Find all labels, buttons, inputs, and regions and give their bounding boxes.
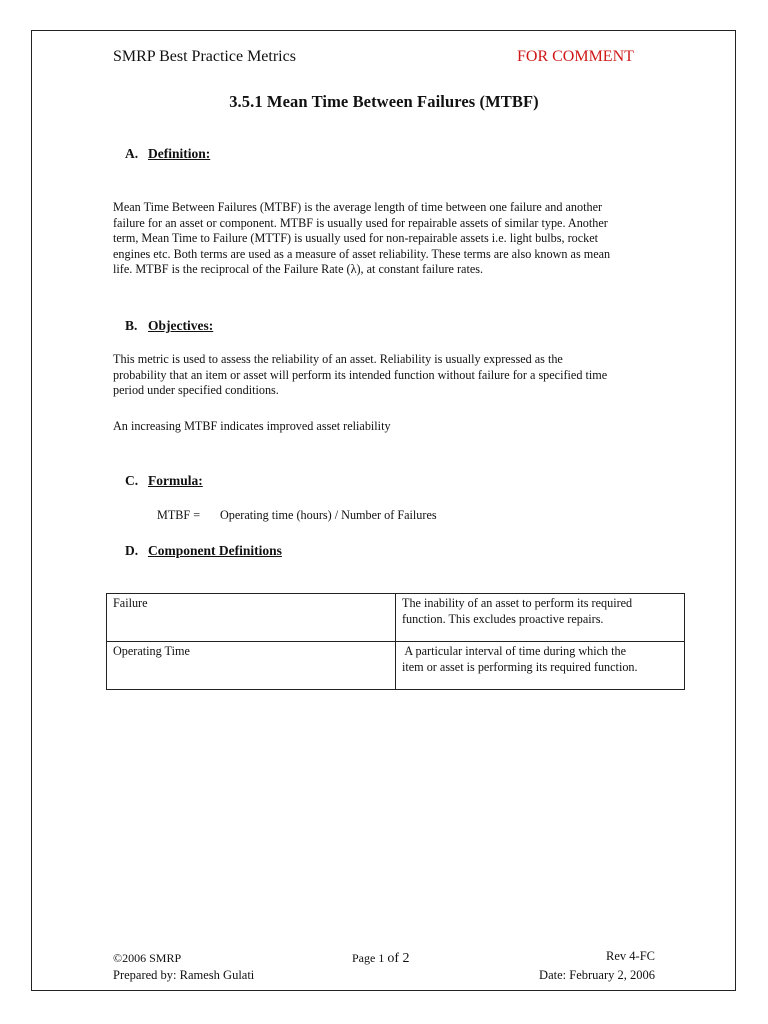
definition-text-line: function. This excludes proactive repairs. [402, 611, 604, 626]
definition-line: term, Mean Time to Failure (MTTF) is usually used for non-repairable assets i.e. light bulbs, rocket [113, 231, 599, 246]
section-c-heading [125, 473, 203, 489]
section-d-heading [125, 543, 282, 559]
formula [157, 508, 437, 523]
term-cell: Operating Time [107, 642, 396, 690]
footer-prepared-by: Prepared by: Ramesh Gulati [113, 968, 255, 982]
section-d-title: Component Definitions [148, 543, 282, 558]
header-title: SMRP Best Practice Metrics [113, 48, 296, 65]
definition-cell [396, 594, 685, 642]
definition-line: engines etc. Both terms are used as a measure of asset reliability. These terms are also known as mean [113, 246, 611, 261]
section-b-letter: B. [125, 318, 138, 333]
section-d-letter: D. [125, 543, 139, 558]
definition-line: failure for an asset or component. MTBF is usually used for repairable assets of similar type. Another [113, 215, 608, 230]
definition-text-line: item or asset is performing its required function. [402, 659, 638, 674]
section-a-heading [125, 146, 210, 162]
definition-cell [396, 642, 685, 690]
page-title: 3.5.1 Mean Time Between Failures (MTBF) [229, 92, 539, 111]
footer-page-number [352, 951, 410, 967]
definition-line: life. MTBF is the reciprocal of the Failure Rate (λ), at constant failure rates. [113, 262, 484, 277]
section-c-letter: C. [125, 473, 139, 488]
section-b-title: Objectives: [148, 318, 214, 333]
section-a-letter: A. [125, 146, 139, 161]
section-b-heading [125, 318, 213, 334]
objectives-paragraph [113, 352, 683, 399]
objectives-line: period under specified conditions. [113, 383, 279, 398]
formula-rhs: Operating time (hours) / Number of Failures [220, 508, 437, 522]
formula-lhs: MTBF = [157, 508, 201, 522]
table-row [107, 642, 685, 690]
objectives-note [113, 419, 683, 435]
footer-page-suffix: of 2 [387, 951, 410, 966]
objectives-line: probability that an item or asset will perform its intended function without failure for a specified time [113, 367, 608, 382]
footer-revision: Rev 4-FC [606, 949, 655, 963]
definition-line: Mean Time Between Failures (MTBF) is the average length of time between one failure and another [113, 200, 603, 214]
footer-date: Date: February 2, 2006 [539, 968, 655, 982]
term-cell: Failure [107, 594, 396, 642]
section-c-title: Formula: [148, 473, 203, 488]
table-row [107, 594, 685, 642]
for-comment-label: FOR COMMENT [517, 48, 634, 65]
section-a-title: Definition: [148, 146, 211, 161]
definition-text-line: A particular interval of time during which the [402, 644, 627, 658]
objectives-line: This metric is used to assess the reliability of an asset. Reliability is usually expressed as the [113, 352, 563, 366]
component-definitions-table [106, 593, 685, 690]
objectives-note-line: An increasing MTBF indicates improved asset reliability [113, 419, 391, 433]
definition-text-line: The inability of an asset to perform its required [402, 596, 633, 610]
footer-page-prefix: Page 1 [352, 951, 385, 965]
definition-paragraph [113, 200, 683, 278]
footer-copyright: ©2006 SMRP [113, 951, 182, 965]
